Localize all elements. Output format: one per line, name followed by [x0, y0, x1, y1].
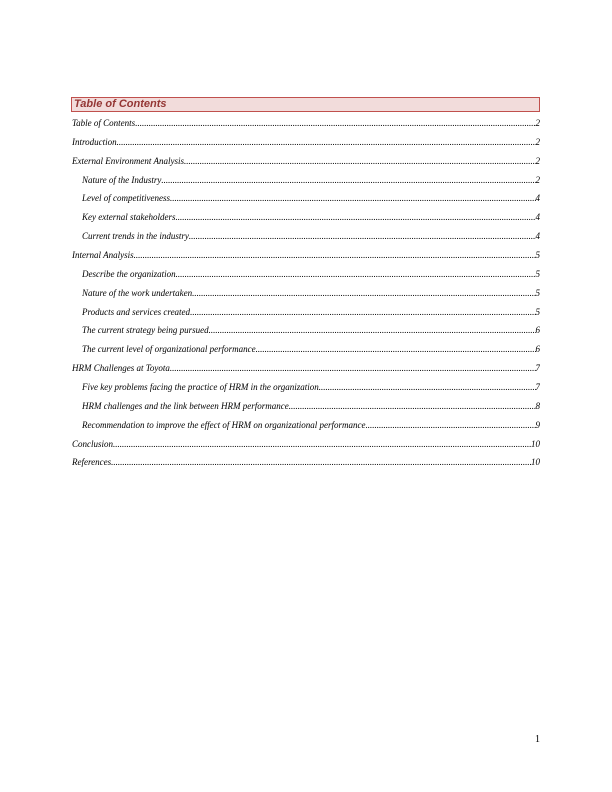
- toc-entry-title: References: [72, 457, 112, 468]
- toc-entry-title: Internal Analysis: [72, 250, 134, 260]
- toc-entry-title: Nature of the Industry: [82, 174, 162, 185]
- toc-entry-page: 2: [535, 174, 540, 185]
- toc-dot-leader: [192, 288, 535, 299]
- toc-entry-title: Current trends in the industry: [82, 231, 189, 242]
- toc-entry[interactable]: [72, 250, 540, 261]
- toc-entry-page: 2: [535, 155, 540, 166]
- toc-entry-page: 8: [535, 400, 540, 411]
- toc-dot-leader: [289, 401, 536, 412]
- toc-entry-title: HRM Challenges at Toyota: [72, 363, 170, 374]
- toc-entry[interactable]: [82, 401, 540, 412]
- toc-dot-leader: [135, 118, 535, 129]
- toc-entry-title: Nature of the work undertaken: [82, 287, 193, 298]
- toc-entry-title: External Environment Analysis: [72, 155, 184, 166]
- toc-entry-title: Recommendation to improve the effect of HRM on organizational performance: [82, 419, 366, 430]
- toc-entry[interactable]: [82, 175, 540, 186]
- toc-entry-page: 4: [535, 193, 540, 204]
- toc-entry[interactable]: [72, 363, 540, 374]
- toc-dot-leader: [184, 156, 536, 167]
- toc-entry-page: 6: [535, 344, 540, 355]
- toc-entry-page: 6: [535, 325, 540, 336]
- toc-dot-leader: [113, 439, 531, 450]
- toc-dot-leader: [170, 193, 536, 204]
- toc-dot-leader: [161, 175, 535, 186]
- toc-entry-title: Level of competitiveness: [82, 193, 170, 204]
- toc-entry[interactable]: [72, 457, 540, 468]
- toc-entry-page: 5: [535, 250, 540, 260]
- toc-entry-page: 7: [535, 363, 540, 374]
- toc-entry-title: Conclusion: [72, 438, 114, 449]
- toc-entry-page: 10: [531, 438, 540, 449]
- toc-entry[interactable]: [82, 420, 540, 431]
- toc-entry-page: 2: [535, 118, 540, 128]
- toc-heading: Table of Contents: [74, 98, 167, 110]
- toc-entry-title: Table of Contents: [72, 118, 136, 128]
- toc-dot-leader: [175, 212, 535, 223]
- toc-entry[interactable]: [82, 325, 540, 336]
- toc-entry-title: The current level of organizational performance: [82, 344, 256, 355]
- toc-entry-page: 5: [535, 287, 540, 298]
- toc-entry-page: 5: [535, 268, 540, 279]
- toc-entry-page: 10: [531, 457, 540, 468]
- toc-entry-title: Introduction: [72, 136, 117, 147]
- toc-dot-leader: [209, 325, 536, 336]
- toc-dot-leader: [190, 307, 535, 318]
- toc-entry-page: 7: [535, 381, 540, 392]
- toc-entry[interactable]: [82, 231, 540, 242]
- toc-dot-leader: [319, 382, 536, 393]
- toc-entry-title: Five key problems facing the practice of HRM in the organization: [82, 381, 319, 392]
- toc-entry-page: 4: [535, 212, 540, 223]
- toc-entry-title: Products and services created: [82, 306, 191, 317]
- toc-dot-leader: [189, 231, 536, 242]
- toc-entry[interactable]: [82, 193, 540, 204]
- toc-entry-page: 4: [535, 231, 540, 242]
- toc-entry[interactable]: [72, 137, 540, 148]
- page-number: 1: [535, 734, 540, 745]
- toc-dot-leader: [170, 363, 536, 374]
- toc-entry-page: 9: [535, 419, 540, 430]
- toc-entry-page: 5: [535, 306, 540, 317]
- toc-dot-leader: [134, 250, 536, 261]
- toc-entry[interactable]: [82, 269, 540, 280]
- toc-entry[interactable]: [82, 344, 540, 355]
- toc-entry[interactable]: [82, 212, 540, 223]
- toc-entry-title: The current strategy being pursued: [82, 325, 209, 336]
- toc-entry[interactable]: [72, 118, 540, 129]
- toc-dot-leader: [176, 269, 536, 280]
- toc-entry[interactable]: [72, 439, 540, 450]
- toc-dot-leader: [366, 420, 536, 431]
- toc-dot-leader: [117, 137, 536, 148]
- toc-entry-page: 2: [535, 136, 540, 147]
- toc-entry[interactable]: [82, 382, 540, 393]
- toc-entry-title: Key external stakeholders: [82, 212, 176, 223]
- toc-dot-leader: [111, 457, 531, 468]
- toc-dot-leader: [256, 344, 536, 355]
- toc-entry[interactable]: [72, 156, 540, 167]
- toc-entry-title: HRM challenges and the link between HRM performance: [82, 400, 289, 411]
- toc-entry-title: Describe the organization: [82, 268, 176, 279]
- toc-entry[interactable]: [82, 307, 540, 318]
- toc-entry[interactable]: [82, 288, 540, 299]
